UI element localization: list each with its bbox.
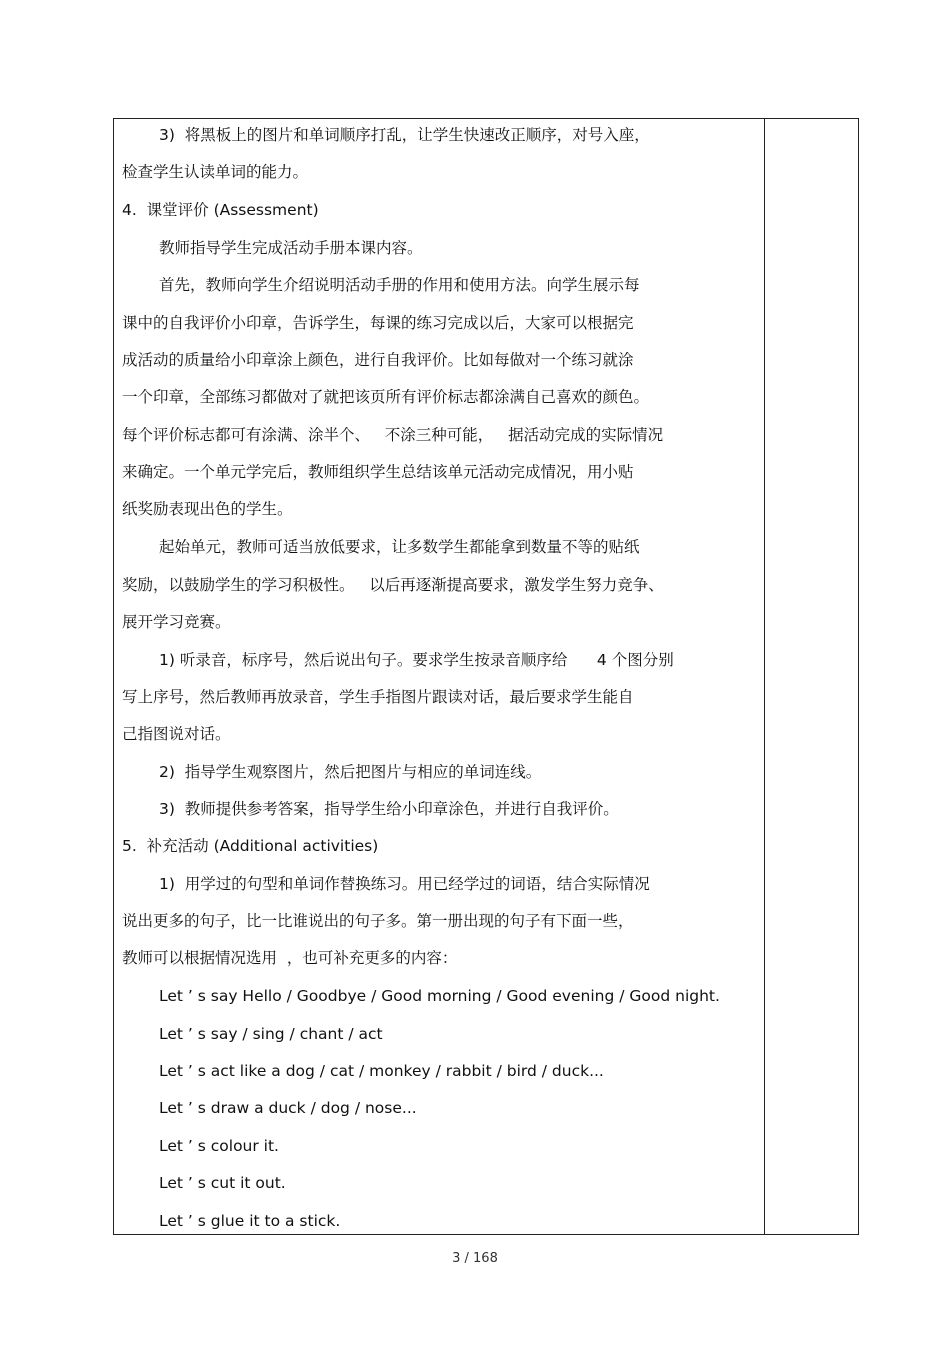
text-line: 起始单元，教师可适当放低要求，让多数学生都能拿到数量不等的贴纸 [159, 538, 640, 556]
text-line: 首先，教师向学生介绍说明活动手册的作用和使用方法。向学生展示每 [159, 276, 640, 294]
text-line: 检查学生认读单词的能力。 [122, 163, 309, 181]
text-line: 1) 听录音，标序号，然后说出句子。要求学生按录音顺序给 4 个图分别 [159, 651, 674, 669]
page-number: 3 / 168 [452, 1251, 498, 1266]
text-line: 教师指导学生完成活动手册本课内容。 [159, 239, 423, 257]
text-line: 奖励，以鼓励学生的学习积极性。 以后再逐渐提高要求，激发学生努力竞争、 [122, 576, 664, 594]
table-column-divider [764, 118, 765, 1235]
example-sentence: Let ’ s draw a duck / dog / nose... [159, 1099, 417, 1117]
text-line: 展开学习竞赛。 [122, 613, 231, 631]
text-line: 己指图说对话。 [122, 725, 231, 743]
text-line: 3) 教师提供参考答案，指导学生给小印章涂色，并进行自我评价。 [159, 800, 619, 818]
text-line: 成活动的质量给小印章涂上颜色，进行自我评价。比如每做对一个练习就涂 [122, 351, 634, 369]
section-heading: 4. 课堂评价 (Assessment) [122, 201, 319, 219]
text-line: 写上序号，然后教师再放录音，学生手指图片跟读对话，最后要求学生能自 [122, 688, 634, 706]
text-line: 教师可以根据情况选用 ，也可补充更多的内容： [122, 949, 458, 967]
example-sentence: Let ’ s act like a dog / cat / monkey / rabbit / bird / duck... [159, 1062, 604, 1080]
text-line: 一个印章，全部练习都做对了就把该页所有评价标志都涂满自己喜欢的颜色。 [122, 388, 650, 406]
text-line: 课中的自我评价小印章，告诉学生，每课的练习完成以后，大家可以根据完 [122, 314, 634, 332]
text-line: 说出更多的句子，比一比谁说出的句子多。第一册出现的句子有下面一些， [122, 912, 634, 930]
text-line: 每个评价标志都可有涂满、涂半个、 不涂三种可能， 据活动完成的实际情况 [122, 426, 664, 444]
text-line: 3) 将黑板上的图片和单词顺序打乱，让学生快速改正顺序，对号入座， [159, 126, 650, 144]
example-sentence: Let ’ s cut it out. [159, 1174, 286, 1192]
text-line: 纸奖励表现出色的学生。 [122, 500, 293, 518]
text-line: 2) 指导学生观察图片，然后把图片与相应的单词连线。 [159, 763, 542, 781]
example-sentence: Let ’ s say / sing / chant / act [159, 1025, 383, 1043]
example-sentence: Let ’ s say Hello / Goodbye / Good morning / Good evening / Good night. [159, 987, 720, 1005]
section-heading: 5. 补充活动 (Additional activities) [122, 837, 379, 855]
example-sentence: Let ’ s glue it to a stick. [159, 1212, 341, 1230]
example-sentence: Let ’ s colour it. [159, 1137, 279, 1155]
text-line: 来确定。一个单元学完后，教师组织学生总结该单元活动完成情况，用小贴 [122, 463, 634, 481]
text-line: 1) 用学过的句型和单词作替换练习。用已经学过的词语，结合实际情况 [159, 875, 650, 893]
